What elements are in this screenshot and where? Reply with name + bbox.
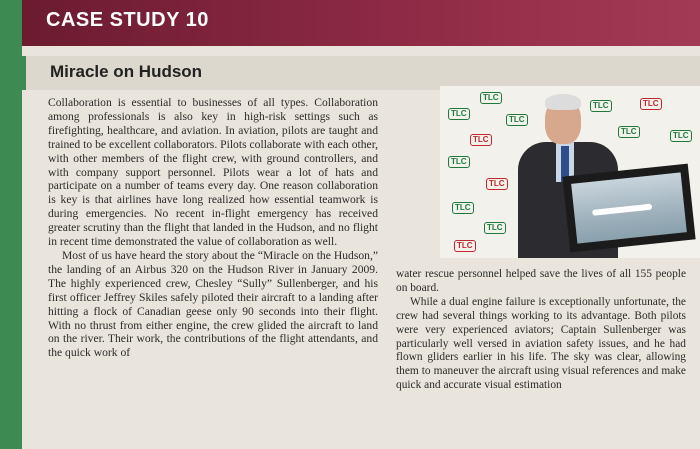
tlc-logo: TLC bbox=[484, 222, 506, 234]
tlc-logo: TLC bbox=[454, 240, 476, 252]
tlc-logo: TLC bbox=[448, 108, 470, 120]
pilot-hair bbox=[545, 94, 581, 110]
case-study-title: Miracle on Hudson bbox=[50, 62, 203, 81]
right-text-column bbox=[396, 268, 686, 393]
tlc-logo: TLC bbox=[618, 126, 640, 138]
tlc-logo: TLC bbox=[448, 156, 470, 168]
tlc-logo: TLC bbox=[640, 98, 662, 110]
framed-picture bbox=[562, 164, 695, 253]
airplane-on-river bbox=[592, 204, 652, 216]
paragraph-engine-failure: While a dual engine failure is exceptionally unfortunate, the crew had several things working to its advantage. Both pilots were very experienced aviators; Captain Sullenberger was particularly well versed in aviation safety issues, and he had flown gliders earlier in his life. The sky was clear, allowing them to maneuver the aircraft using visual references and make quick and accurate visual estimation bbox=[396, 295, 686, 392]
paragraph-collaboration-intro: Collaboration is essential to businesses of all types. Collaboration among professionals is also key in high-risk settings such as firefighting, healthcare, and aviation. In aviation, pilots are taught and trained to be excellent collaborators. Pilots collaborate with each other, with other members of the flight crew, with ground controllers, and with company support personnel. Pilots wear a lot of hats and participate on a number of teams every day. One reason collaboration is key is that airlines have long realized how essential teamwork is during emergencies. No recent in-flight emergency has received greater scrutiny than the flight that landed in the Hudson, and no flight in recent time demonstrated the value of collaboration as well. bbox=[48, 96, 378, 249]
case-study-label: CASE STUDY 10 bbox=[46, 9, 209, 31]
framed-picture-river-scene bbox=[571, 172, 687, 243]
case-study-header-band bbox=[22, 0, 700, 46]
left-text-column bbox=[48, 96, 378, 360]
subtitle-band bbox=[22, 56, 700, 90]
tlc-logo: TLC bbox=[452, 202, 474, 214]
paragraph-miracle-story: Most of us have heard the story about the “Miracle on the Hudson,” the landing of an Airbus 320 on the Hudson River in January 2009. The highly experienced crew, Chesley “Sully” Sullenberger, and his first officer Jeffrey Skiles safely piloted their aircraft to a landing after hitting a flock of Canadian geese only 90 seconds into their flight. With no thrust from either engine, the crew glided the aircraft to land on the river. Their work, the contributions of the flight attendants, and the quick work of bbox=[48, 248, 378, 360]
tlc-logo: TLC bbox=[506, 114, 528, 126]
tlc-logo: TLC bbox=[486, 178, 508, 190]
tlc-logo: TLC bbox=[590, 100, 612, 112]
pilot-photo bbox=[440, 86, 700, 258]
tlc-logo: TLC bbox=[670, 130, 692, 142]
tlc-logo: TLC bbox=[470, 134, 492, 146]
tlc-logo: TLC bbox=[480, 92, 502, 104]
paragraph-rescue: water rescue personnel helped save the lives of all 155 people on board. bbox=[396, 268, 686, 294]
textbook-page bbox=[22, 0, 700, 449]
